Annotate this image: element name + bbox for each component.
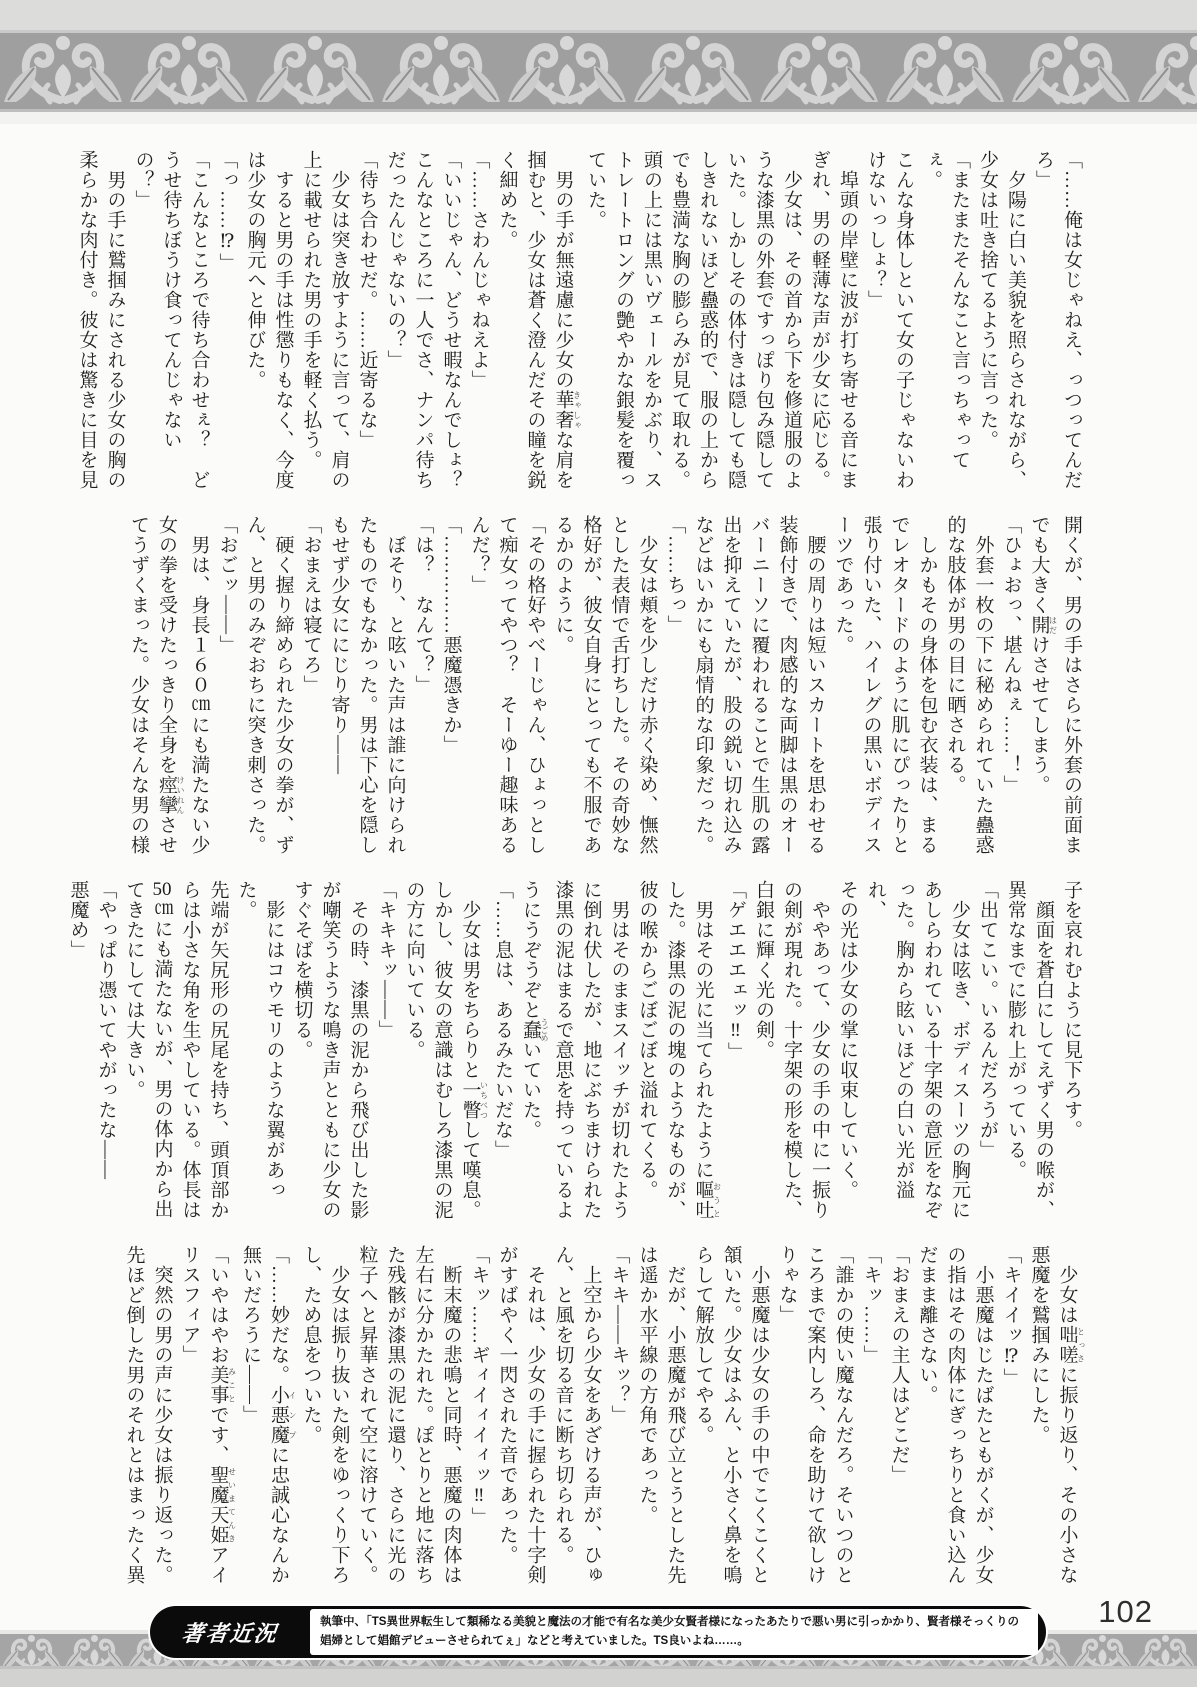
text-line: 「やっぱり憑いてやがったな――: [95, 880, 117, 1180]
text-line: 的な肢体が男の目に晒される。: [944, 515, 966, 795]
text-line: 「ゲエエエェッ‼」: [725, 880, 746, 1062]
text-line: 先端が矢尻形の尻尾を持ち、頭頂部か: [207, 880, 229, 1220]
text-line: ーツであった。: [832, 515, 854, 655]
text-line: 小悪魔は少女の手の中でこくこくと: [748, 1245, 770, 1585]
text-line: けないっしょ？」: [865, 150, 886, 310]
text-line: 「出てこい。いるんだろうが」: [977, 880, 998, 1160]
text-line: の方に向いている。: [403, 880, 425, 1060]
text-line: 「キイイッ⁉」: [1000, 1245, 1022, 1388]
text-line: 硬く握り締められた少女の拳が、ず: [272, 515, 294, 855]
text-line: った。胸から眩いほどの白い光が溢れ、: [865, 880, 914, 1200]
text-line: 彼の喉からごぼごぼと溢れてくる。: [636, 880, 658, 1200]
text-line: でレオタードのように肌にぴったりと: [888, 515, 910, 855]
text-line: 「……俺は女じゃねえ、っつってんだ: [1061, 150, 1082, 490]
text-line: 顔面を蒼白にしてえずく男の喉が、: [1033, 880, 1054, 1220]
text-line: 格好が、彼女自身にとっても不服であ: [580, 515, 602, 855]
text-line: 粒子へと昇華されて空に溶けていく。: [356, 1245, 378, 1585]
text-line: た残骸が漆黒の泥に還り、さらに光の: [384, 1245, 406, 1585]
text-line: 「キッ……ギィイィイィッ‼」: [468, 1245, 490, 1527]
text-line: トレートロングの艶やかな銀髪を覆っ: [613, 150, 634, 490]
text-line: てうずくまった。少女はそんな男の様: [128, 515, 149, 855]
text-band-4: [123, 1245, 1086, 1587]
text-line: だまま離さない。: [916, 1245, 938, 1405]
text-line: 影にはコウモリのような翼があった。: [235, 880, 285, 1200]
text-line: く細めた。: [496, 150, 518, 250]
author-note-label: 著者近況: [180, 1620, 280, 1646]
text-line: リスフィア」: [179, 1245, 201, 1365]
text-line: 少女は突き放すように言って、肩の: [328, 150, 350, 490]
text-line: 「……妙だな。小悪魔 インプに忠誠心なんか: [268, 1245, 297, 1585]
text-line: いた。しかしその体付きは隠しても隠: [725, 150, 746, 490]
text-line: 無いだろうに――」: [240, 1245, 261, 1425]
text-line: などはいかにも扇情的な印象だった。: [692, 515, 714, 855]
text-line: でも豊満な胸の膨らみが見て取れる。: [669, 150, 690, 490]
page-number: 102: [1098, 1594, 1153, 1629]
text-line: それは、少女の手に握られた十字剣: [524, 1245, 546, 1585]
text-line: の指はその肉体にぎっちりと食い込ん: [944, 1245, 966, 1585]
text-line: こんな身体しといて女の子じゃないわ: [893, 150, 914, 490]
text-line: 「……………悪魔憑きか」: [440, 515, 462, 755]
text-line: らは小さな角を生やしている。体長は: [179, 880, 201, 1220]
text-line: 漆黒の泥はまるで意思を持っているよ: [552, 880, 574, 1220]
text-band-2: [128, 515, 1085, 857]
text-line: バーニーソに覆われることで生肌の露: [748, 515, 770, 855]
text-line: ろ」: [1033, 150, 1054, 190]
text-line: 少女は咄嗟 とっさに振り返り、その小さな: [1056, 1245, 1086, 1585]
text-line: 「おまえは寝てろ」: [300, 515, 322, 695]
text-line: ころまで案内しろ、命を助けて欲しけ: [804, 1245, 826, 1585]
text-line: 開くが、男の手はさらに外套の前面ま: [1061, 515, 1082, 855]
text-line: 外套一枚の下に秘められていた蠱惑: [972, 515, 994, 855]
text-line: すると男の手は性懲りもなく、今度: [272, 150, 294, 490]
text-line: うにうぞうぞと蠢 うごめいていた。: [520, 880, 549, 1140]
author-note-text: 執筆中、「TS異世界転生して類稀なる美貌と魔法の才能で有名な美少女賢者様になったあたりで悪い男に引っかかり、賢者様そっくりの娼婦として娼館デビューさせられてぇ」などと考えていました。TS良いよね……。: [310, 1609, 1038, 1655]
text-line: 装飾付きで、肉感的な両脚は黒のオー: [776, 515, 798, 855]
text-line: 女の拳を受けたっきり全身を痙攣 けいれんさせ: [156, 515, 185, 855]
text-line: とした表情で舌打ちした。その奇妙な: [608, 515, 630, 855]
text-line: 張り付いた、ハイレグの黒いボディス: [860, 515, 882, 855]
text-line: その光は少女の掌に収束していく。: [837, 880, 858, 1200]
text-line: 上に載せられた男の手を軽く払う。: [300, 150, 322, 470]
text-line: 「……ちっ」: [664, 515, 686, 635]
text-line: 「……さわんじゃねえよ」: [468, 150, 490, 390]
text-line: 出を抑えていたが、股の鋭い切れ込み: [720, 515, 742, 855]
text-line: し、ため息をついた。: [300, 1245, 322, 1445]
text-line: 男はその光に当てられたように嘔吐 おうと: [692, 880, 722, 1220]
text-line: 先ほど倒した男のそれとはまったく異: [123, 1245, 145, 1585]
text-line: 上空から少女をあざける声が、ひゅ: [580, 1245, 602, 1585]
text-line: 男はそのままスイッチが切れたよう: [608, 880, 630, 1220]
text-line: 夕陽に白い美貌を照らされながら、: [1005, 150, 1026, 490]
text-line: しかし、彼女の意識はむしろ漆黒の泥: [431, 880, 453, 1220]
text-line: 子を哀れむように見下ろす。: [1061, 880, 1082, 1140]
text-line: るかのように。: [552, 515, 574, 655]
text-line: だが、小悪魔が飛び立とうとした先: [664, 1245, 686, 1585]
text-line: 少女は吐き捨てるように言った。: [977, 150, 998, 450]
text-line: ぼそり、と呟いた声は誰に向けられ: [384, 515, 406, 855]
text-line: 白銀に輝く光の剣。: [753, 880, 774, 1060]
text-line: 柔らかな肉付き。彼女は驚きに目を見: [76, 150, 98, 490]
text-line: 「おまえの主人はどこだ」: [888, 1245, 910, 1485]
text-line: 50㎝にも満たないが、男の体内から出: [151, 880, 173, 1219]
text-line: 小悪魔はじたばたともがくが、少女: [972, 1245, 994, 1585]
text-line: 男の手に鷲掴みにされる少女の胸の: [104, 150, 126, 490]
text-line: だったんじゃないの？」: [384, 150, 406, 370]
text-line: 「またまたそんなこと言っちゃってぇ。: [921, 150, 970, 470]
text-line: 「キッ……」: [860, 1245, 882, 1365]
text-line: 少女は男をちらりと一瞥 いちべつして嘆息。: [459, 880, 489, 1220]
text-line: 異常なまでに膨れ上がっている。: [1005, 880, 1026, 1180]
text-line: 悪魔を鷲掴みにした。: [1028, 1245, 1050, 1445]
text-line: 少女は振り抜いた剣をゆっくり下ろ: [328, 1245, 350, 1585]
text-line: 「こんなところで待ち合わせぇ？ ど: [188, 150, 210, 490]
text-line: の剣が現れた。十字架の形を模した、: [781, 880, 802, 1220]
text-line: 断末魔の悲鳴と同時、悪魔の肉体は: [440, 1245, 462, 1585]
text-line: に倒れ伏したが、地にぶちまけられた: [580, 880, 602, 1220]
text-line: 頭の上には黒いヴェールをかぶり、ス: [641, 150, 662, 490]
text-line: うな漆黒の外套ですっぽり包み隠して: [753, 150, 774, 490]
text-line: した。漆黒の泥の塊のようなものが、: [664, 880, 686, 1220]
text-line: 悪魔め」: [67, 880, 89, 960]
text-line: 「は？ なんて？」: [412, 515, 434, 695]
text-line: 突然の男の声に少女は振り返った。: [151, 1245, 173, 1585]
text-line: 埠頭の岸壁に波が打ち寄せる音にま: [837, 150, 858, 490]
text-line: 「その格好やべーじゃん、ひょっとし: [524, 515, 546, 855]
text-line: こんなところに一人でさ、ナンパ待ち: [412, 150, 434, 490]
text-line: 「キキキッ――」: [375, 880, 397, 1040]
text-line: ぎれ、男の軽薄な声が少女に応じる。: [809, 150, 830, 490]
text-line: ていた。: [585, 150, 606, 230]
text-line: が嘲笑うような鳴き声とともに少女の: [319, 880, 341, 1220]
text-line: んだ？」: [468, 515, 490, 595]
text-line: その時、漆黒の泥から飛び出した影: [347, 880, 369, 1220]
text-line: すぐそばを横切る。: [291, 880, 313, 1060]
text-line: がすばやく一閃された音であった。: [496, 1245, 518, 1565]
text-line: は少女の胸元へと伸びた。: [244, 150, 266, 390]
text-line: 腰の周りは短いスカートを思わせる: [804, 515, 826, 855]
text-line: りゃな」: [776, 1245, 798, 1325]
author-note: [150, 1606, 1046, 1658]
text-line: 掴むと、少女は蒼く澄んだその瞳を鋭: [524, 150, 546, 490]
text-line: 「キキ――キッ？」: [608, 1245, 630, 1425]
text-band-3: [67, 880, 1085, 1222]
text-line: てきたにしては大きい。: [123, 880, 145, 1100]
text-line: もせず少女ににじり寄り――: [328, 515, 350, 775]
text-line: 「っ……⁉」: [216, 150, 238, 273]
top-ornament-border: [0, 0, 1197, 124]
text-line: て痴女ってやつ？ そーゆー趣味ある: [496, 515, 518, 855]
text-line: 「いいじゃん、どうせ暇なんでしょ？: [440, 150, 462, 490]
text-line: ん、と男のみぞおちに突き刺さった。: [244, 515, 266, 855]
text-line: 左右に分かたれた。ぽとりと地に落ち: [412, 1245, 434, 1585]
text-line: 男は、身長１６０㎝にも満たない少: [188, 515, 210, 855]
text-line: 「いやはやお美事 みことです、聖魔天姫 せいまてんきアイ: [207, 1245, 237, 1585]
text-line: 男の手が無遠慮に少女の華奢 きゃしゃな肩を: [552, 150, 582, 490]
text-line: でも大きく開 はだけさせてしまう。: [1028, 515, 1058, 795]
text-line: 少女は、その首から下を修道服のよ: [781, 150, 802, 490]
text-line: は遥か水平線の方角であった。: [636, 1245, 658, 1525]
text-line: 少女は頬を少しだけ赤く染め、憮然: [636, 515, 658, 855]
text-line: 「待ち合わせだ。……近寄るな」: [356, 150, 378, 450]
text-line: 少女は呟き、ボディスーツの胸元に: [949, 880, 970, 1220]
text-line: しきれないほど蠱惑的で、服の上から: [697, 150, 718, 490]
text-line: たものでもなかった。男は下心を隠し: [356, 515, 378, 855]
text-line: 頷いた。少女はふん、と小さく鼻を鳴: [720, 1245, 742, 1585]
text-line: らして解放してやる。: [692, 1245, 714, 1445]
text-line: ん、と風を切る音に断ち切られる。: [552, 1245, 574, 1565]
text-line: うせ待ちぼうけ食ってんじゃないの？」: [132, 150, 182, 450]
text-line: 「おごッ――」: [216, 515, 238, 655]
text-line: あしらわれている十字架の意匠をなぞ: [921, 880, 942, 1220]
text-line: しかもその身体を包む衣装は、まる: [916, 515, 938, 855]
text-line: 「誰かの使い魔なんだろ。そいつのと: [832, 1245, 854, 1585]
text-line: ややあって、少女の手の中に一振り: [809, 880, 830, 1220]
text-band-1: [76, 150, 1085, 492]
text-line: 「ひょおっ、堪んねぇ……！」: [1000, 515, 1022, 795]
text-line: 「……息は、あるみたいだな」: [492, 880, 513, 1160]
